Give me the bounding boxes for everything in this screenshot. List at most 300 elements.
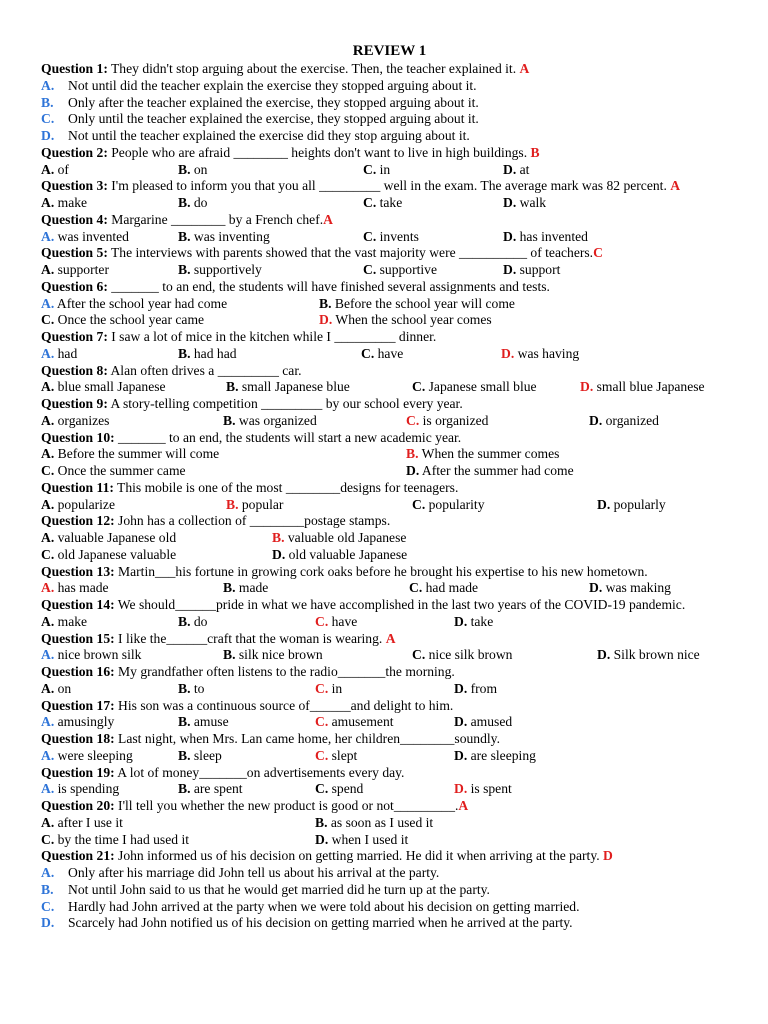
q3-option-a — [41, 195, 87, 212]
option-key: D. — [454, 613, 468, 629]
q9-option-c — [406, 413, 488, 430]
q14-option-c — [315, 614, 357, 631]
options-row — [41, 312, 738, 329]
option-text: blue small Japanese — [57, 379, 166, 395]
question-7 — [41, 329, 738, 363]
options-row — [41, 379, 738, 396]
option-text: is spending — [57, 781, 120, 797]
question-stem — [41, 848, 738, 865]
option-key: A. — [41, 530, 55, 545]
option-text: Only after the teacher explained the exercise, they stopped arguing about it. — [68, 94, 479, 110]
option-text: had made — [425, 580, 479, 596]
question-stem — [41, 664, 738, 681]
options-row — [41, 832, 738, 849]
option-text: make — [57, 613, 88, 629]
option-text: of — [57, 161, 69, 177]
option-text: When the summer comes — [421, 446, 560, 462]
question-number: Question 10: — [41, 429, 115, 445]
question-number: Question 7: — [41, 329, 108, 344]
question-12 — [41, 513, 738, 563]
q5-option-a — [41, 262, 109, 279]
option-key: C. — [41, 463, 55, 478]
q8-option-d — [580, 379, 705, 396]
option-text: Not until did the teacher explain the exercise they stopped arguing about it. — [68, 77, 477, 93]
question-number: Question 21: — [41, 848, 115, 864]
q13-option-d — [589, 580, 671, 597]
q18-option-d — [454, 748, 536, 765]
option-text: is organized — [422, 412, 489, 428]
q12-option-b — [272, 530, 406, 547]
question-text: I'm pleased to inform you that you all _________ well in the exam. The average mark was 82 percent. — [107, 178, 671, 194]
option-text: when I used it — [331, 831, 409, 847]
question-stem — [41, 145, 738, 162]
q3-option-c — [363, 195, 402, 212]
answer-key: D — [603, 848, 613, 864]
option-text: are spent — [193, 781, 243, 797]
option-text: have — [331, 613, 358, 629]
option-key: B. — [178, 747, 191, 763]
option-key: A. — [41, 195, 55, 210]
option-key: D. — [580, 379, 594, 395]
option-key: C. — [315, 781, 329, 797]
q5-option-c — [363, 262, 437, 279]
answer-key: A — [670, 178, 681, 194]
q6-option-a — [41, 296, 227, 313]
option-key: B. — [178, 228, 191, 244]
q18-option-c — [315, 748, 357, 765]
option-key: C. — [41, 312, 55, 328]
question-8 — [41, 363, 738, 397]
question-text: This mobile is one of the most ________designs for teenagers. — [113, 479, 459, 495]
option-key: C. — [315, 714, 329, 730]
option-key: D. — [503, 228, 517, 244]
option-text: is spent — [470, 781, 512, 797]
question-number: Question 19: — [41, 764, 115, 780]
option-key: C. — [363, 195, 377, 210]
q11-option-d — [597, 497, 666, 514]
question-stem — [41, 61, 738, 78]
options-row — [41, 413, 738, 430]
option-text: was inventing — [193, 228, 270, 244]
option-text: silk nice brown — [238, 647, 323, 663]
option-text: Once the school year came — [57, 312, 205, 328]
question-stem — [41, 597, 738, 614]
q8-option-c — [412, 379, 537, 396]
option-key: D. — [272, 546, 286, 562]
option-key: B. — [406, 446, 419, 462]
question-number: Question 4: — [41, 211, 108, 227]
question-10 — [41, 430, 738, 480]
question-text: John informed us of his decision on getting married. He did it when arriving at the party. — [114, 848, 604, 864]
question-number: Question 11: — [41, 479, 114, 495]
option-key: B. — [223, 580, 236, 596]
option-key: B. — [315, 814, 328, 830]
q8-option-a — [41, 379, 166, 396]
q21-option-c — [41, 899, 738, 916]
q6-option-b — [319, 296, 515, 313]
options-row — [41, 647, 738, 664]
question-stem — [41, 698, 738, 715]
question-number: Question 14: — [41, 597, 115, 612]
option-text: After the summer had come — [421, 463, 574, 478]
question-text: My grandfather often listens to the radio_______the morning. — [114, 664, 455, 679]
question-number: Question 12: — [41, 513, 115, 529]
question-number: Question 13: — [41, 563, 115, 579]
q1-option-d — [41, 128, 738, 145]
q8-option-b — [226, 379, 350, 396]
question-number: Question 8: — [41, 362, 108, 378]
q12-option-a — [41, 530, 176, 547]
option-text: have — [377, 345, 404, 361]
question-text: I like the______craft that the woman is wearing. — [114, 630, 386, 646]
option-key: A. — [41, 865, 55, 880]
option-key: B. — [178, 345, 191, 361]
option-text: popularity — [428, 496, 485, 512]
question-text: His son was a continuous source of______and delight to him. — [114, 697, 454, 713]
option-key: D. — [454, 747, 468, 763]
option-text: invents — [379, 228, 419, 244]
q7-option-c — [361, 346, 403, 363]
question-stem — [41, 765, 738, 782]
options-row — [41, 446, 738, 463]
option-text: had had — [193, 345, 237, 361]
options-row — [41, 162, 738, 179]
question-stem — [41, 212, 738, 229]
option-key: D. — [454, 781, 468, 797]
option-key: C. — [41, 898, 55, 914]
option-key: C. — [409, 580, 423, 596]
option-text: popularly — [613, 496, 666, 512]
q12-option-c — [41, 547, 176, 564]
option-text: do — [193, 613, 208, 629]
option-key: D. — [41, 915, 55, 931]
question-stem — [41, 178, 738, 195]
options-row — [41, 580, 738, 597]
option-key: B. — [178, 613, 191, 629]
question-number: Question 9: — [41, 396, 108, 411]
option-text: Hardly had John arrived at the party when we were told about his decision on getting married. — [68, 898, 580, 914]
q20-option-c — [41, 832, 189, 849]
option-key: A. — [41, 345, 55, 361]
question-stem — [41, 731, 738, 748]
question-number: Question 20: — [41, 798, 115, 813]
option-key: B. — [41, 881, 54, 897]
answer-key: A — [519, 61, 530, 76]
question-1 — [41, 61, 738, 145]
question-11 — [41, 480, 738, 514]
q19-option-d — [454, 781, 512, 798]
q15-option-b — [223, 647, 323, 664]
option-key: B. — [178, 195, 191, 210]
q1-option-a — [41, 78, 738, 95]
question-stem — [41, 564, 738, 581]
question-number: Question 1: — [41, 61, 108, 76]
question-18 — [41, 731, 738, 765]
option-key: A. — [41, 613, 55, 629]
q7-option-b — [178, 346, 237, 363]
option-key: C. — [361, 345, 375, 361]
option-text: supportively — [193, 262, 262, 277]
question-stem — [41, 329, 738, 346]
question-list — [41, 61, 738, 932]
option-text: in — [379, 161, 391, 177]
q18-option-a — [41, 748, 133, 765]
option-text: has made — [57, 580, 109, 596]
q19-option-a — [41, 781, 119, 798]
question-21 — [41, 848, 738, 932]
option-text: nice silk brown — [428, 647, 513, 663]
option-key: D. — [503, 195, 517, 210]
question-text: John has a collection of ________postage stamps. — [114, 513, 391, 529]
question-number: Question 17: — [41, 697, 115, 713]
option-key: D. — [319, 312, 333, 328]
question-text: We should______pride in what we have accomplished in the last two years of the COVID-19 pandemic. — [114, 597, 686, 612]
q4-option-a — [41, 229, 129, 246]
option-text: amuse — [193, 714, 229, 730]
option-text: has invented — [519, 228, 588, 244]
q4-option-c — [363, 229, 419, 246]
option-text: Only after his marriage did John tell us about his arrival at the party. — [68, 865, 440, 880]
q15-option-a — [41, 647, 141, 664]
option-text: take — [470, 613, 494, 629]
question-3 — [41, 178, 738, 212]
q2-option-c — [363, 162, 390, 179]
option-text: valuable old Japanese — [287, 530, 407, 545]
option-key: C. — [406, 412, 420, 428]
option-key: D. — [315, 831, 329, 847]
answer-key: C — [593, 245, 603, 261]
option-key: D. — [501, 345, 515, 361]
option-text: popular — [241, 496, 284, 512]
question-text: Martin___his fortune in growing cork oaks before he brought his expertise to his new hometown. — [114, 563, 648, 579]
question-stem — [41, 245, 738, 262]
option-text: amusingly — [57, 714, 115, 730]
option-text: Only until the teacher explained the exercise, they stopped arguing about it. — [68, 111, 479, 127]
option-key: D. — [597, 647, 611, 663]
q18-option-b — [178, 748, 222, 765]
question-stem — [41, 798, 738, 815]
question-9 — [41, 396, 738, 430]
options-row — [41, 229, 738, 246]
option-text: were sleeping — [57, 747, 133, 763]
question-text: I saw a lot of mice in the kitchen while I _________ dinner. — [107, 329, 437, 344]
option-text: was making — [605, 580, 671, 596]
q6-option-c — [41, 312, 204, 329]
option-text: amusement — [331, 714, 394, 730]
option-text: as soon as I used it — [330, 814, 434, 830]
option-text: was invented — [57, 228, 129, 244]
option-key: B. — [178, 262, 191, 277]
q5-option-d — [503, 262, 560, 279]
option-key: D. — [597, 496, 611, 512]
option-key: D. — [503, 161, 517, 177]
answer-key: A — [385, 630, 396, 646]
option-text: make — [57, 195, 88, 210]
q5-option-b — [178, 262, 262, 279]
answer-key: A — [458, 798, 469, 813]
q14-option-d — [454, 614, 493, 631]
option-text: support — [519, 262, 561, 277]
question-14 — [41, 597, 738, 631]
options-row — [41, 781, 738, 798]
q17-option-a — [41, 714, 114, 731]
question-text: People who are afraid ________ heights don't want to live in high buildings. — [107, 144, 531, 160]
answer-key: B — [530, 144, 540, 160]
question-19 — [41, 765, 738, 799]
option-key: A. — [41, 647, 55, 663]
option-text: made — [238, 580, 269, 596]
option-text: to — [193, 680, 205, 696]
option-key: D. — [454, 680, 468, 696]
q11-option-b — [226, 497, 283, 514]
option-text: do — [193, 195, 208, 210]
option-key: A. — [41, 781, 55, 797]
question-text: _______ to an end, the students will have finished several assignments and tests. — [107, 278, 550, 294]
option-key: A. — [41, 680, 55, 696]
option-text: from — [470, 680, 498, 696]
question-text: Margarine ________ by a French chef. — [107, 211, 324, 227]
q15-option-c — [412, 647, 512, 664]
q3-option-b — [178, 195, 207, 212]
question-13 — [41, 564, 738, 598]
option-key: B. — [272, 530, 285, 545]
option-key: C. — [315, 613, 329, 629]
option-text: was organized — [238, 412, 317, 428]
option-key: D. — [41, 128, 55, 143]
option-key: B. — [41, 94, 54, 110]
option-key: C. — [41, 111, 55, 127]
option-text: nice brown silk — [57, 647, 142, 663]
q1-option-c — [41, 111, 738, 128]
question-4 — [41, 212, 738, 246]
option-key: B. — [226, 496, 239, 512]
q9-option-b — [223, 413, 317, 430]
q20-option-b — [315, 815, 433, 832]
option-text: organizes — [57, 412, 110, 428]
options-row — [41, 714, 738, 731]
q3-option-d — [503, 195, 546, 212]
option-text: Not until the teacher explained the exercise did they stop arguing about it. — [68, 128, 470, 143]
question-stem — [41, 430, 738, 447]
q2-option-d — [503, 162, 529, 179]
q16-option-b — [178, 681, 204, 698]
q4-option-d — [503, 229, 588, 246]
q20-option-a — [41, 815, 123, 832]
question-text: _______ to an end, the students will start a new academic year. — [114, 429, 462, 445]
option-text: on — [193, 161, 208, 177]
q4-option-b — [178, 229, 270, 246]
question-text: A lot of money_______on advertisements every day. — [114, 764, 405, 780]
question-stem — [41, 279, 738, 296]
question-15 — [41, 631, 738, 665]
option-key: C. — [412, 496, 426, 512]
option-key: B. — [178, 781, 191, 797]
option-text: on — [57, 680, 72, 696]
option-key: C. — [315, 747, 329, 763]
question-stem — [41, 513, 738, 530]
option-key: D. — [454, 714, 468, 730]
q9-option-a — [41, 413, 109, 430]
q20-option-d — [315, 832, 408, 849]
question-number: Question 3: — [41, 178, 108, 194]
option-key: C. — [412, 647, 426, 663]
q19-option-b — [178, 781, 243, 798]
option-key: B. — [178, 714, 191, 730]
question-20 — [41, 798, 738, 848]
option-key: A. — [41, 161, 55, 177]
q17-option-d — [454, 714, 512, 731]
q7-option-d — [501, 346, 579, 363]
q16-option-a — [41, 681, 71, 698]
q21-option-a — [41, 865, 738, 882]
question-number: Question 15: — [41, 630, 115, 646]
q10-option-d — [406, 463, 574, 480]
q12-option-d — [272, 547, 407, 564]
options-row — [41, 681, 738, 698]
question-stem — [41, 631, 738, 648]
q10-option-b — [406, 446, 559, 463]
option-key: B. — [178, 161, 191, 177]
option-key: D. — [406, 463, 420, 478]
option-key: D. — [589, 580, 603, 596]
q16-option-d — [454, 681, 497, 698]
q17-option-b — [178, 714, 229, 731]
option-text: Scarcely had John notified us of his decision on getting married when he arrived at the party. — [68, 915, 573, 931]
q11-option-c — [412, 497, 485, 514]
q6-option-d — [319, 312, 492, 329]
option-key: C. — [41, 831, 55, 847]
option-key: B. — [178, 680, 191, 696]
q11-option-a — [41, 497, 115, 514]
q19-option-c — [315, 781, 363, 798]
page-title: REVIEW 1 — [352, 43, 427, 59]
q14-option-a — [41, 614, 87, 631]
option-text: had — [57, 345, 78, 361]
question-text: Alan often drives a _________ car. — [107, 362, 302, 378]
options-row — [41, 530, 738, 547]
question-number: Question 2: — [41, 144, 108, 160]
question-number: Question 5: — [41, 245, 108, 261]
q16-option-c — [315, 681, 342, 698]
q17-option-c — [315, 714, 394, 731]
options-row — [41, 748, 738, 765]
option-key: A. — [41, 262, 55, 277]
option-text: small blue Japanese — [596, 379, 705, 395]
q10-option-c — [41, 463, 186, 480]
option-text: was having — [517, 345, 580, 361]
option-key: A. — [41, 228, 55, 244]
q1-option-b — [41, 95, 738, 112]
option-text: Silk brown nice — [613, 647, 700, 663]
question-stem — [41, 363, 738, 380]
options-row — [41, 346, 738, 363]
options-row — [41, 296, 738, 313]
option-text: Not until John said to us that he would get married did he turn up at the party. — [68, 881, 490, 897]
option-text: supporter — [57, 262, 109, 277]
question-text: A story-telling competition _________ by our school every year. — [107, 396, 463, 411]
q2-option-b — [178, 162, 207, 179]
option-key: A. — [41, 814, 55, 830]
option-text: take — [379, 195, 403, 210]
options-row — [41, 547, 738, 564]
options-row — [41, 614, 738, 631]
option-key: A. — [41, 580, 55, 596]
option-text: popularize — [57, 496, 115, 512]
question-text: They didn't stop arguing about the exercise. Then, the teacher explained it. — [107, 61, 520, 76]
option-key: A. — [41, 77, 55, 93]
option-text: Once the summer came — [57, 463, 186, 478]
option-key: C. — [412, 379, 426, 395]
